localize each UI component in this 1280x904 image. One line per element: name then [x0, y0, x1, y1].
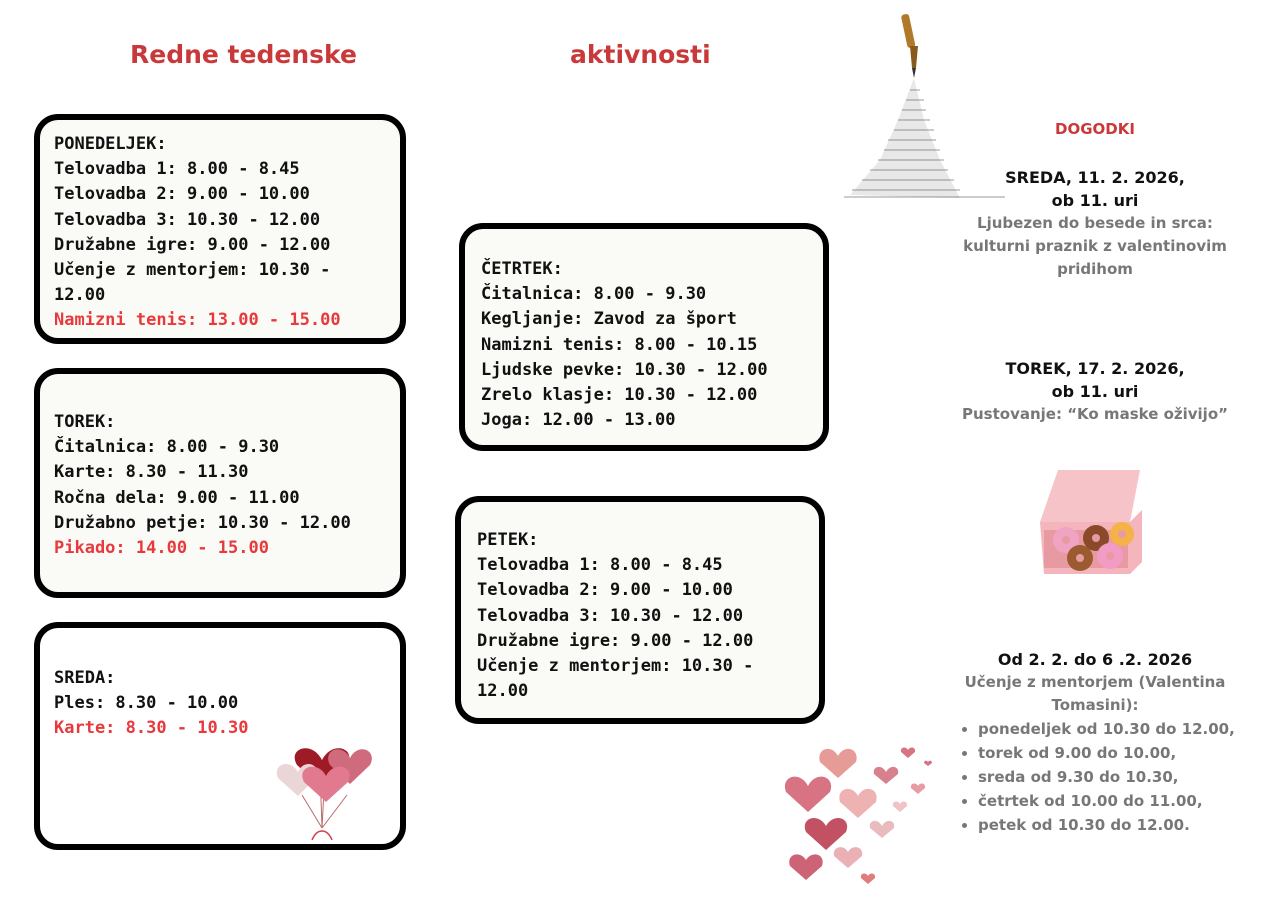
activity: Zrelo klasje: 10.30 - 12.00 [481, 385, 758, 406]
event-date: SREDA, 11. 2. 2026, [1005, 168, 1185, 187]
events-heading-text: DOGODKI [1055, 120, 1135, 138]
title-left: Redne tedenske [130, 40, 357, 69]
activity: Telovadba 1: 8.00 - 8.45 [477, 555, 723, 576]
activity-highlight: Karte: 8.30 - 10.30 [54, 718, 249, 739]
event-first [945, 166, 1245, 281]
event-second [945, 357, 1245, 426]
activity: Telovadba 1: 8.00 - 8.45 [54, 159, 300, 180]
activity: Telovadba 2: 9.00 - 10.00 [54, 184, 310, 205]
activity: Ples: 8.30 - 10.00 [54, 693, 239, 714]
mentoring-list [958, 717, 1258, 837]
card-monday [34, 114, 406, 344]
activity: Namizni tenis: 8.00 - 10.15 [481, 334, 758, 355]
card-friday [455, 496, 825, 724]
hearts-cluster-icon [778, 726, 938, 896]
mentoring-title: Učenje z mentorjem (Valentina Tomasini): [964, 673, 1226, 714]
day-title: PETEK: [477, 530, 539, 550]
mentoring-date: Od 2. 2. do 6 .2. 2026 [997, 650, 1193, 669]
events-heading [1035, 120, 1155, 138]
list-item: • sreda od 9.30 do 10.30, [978, 765, 1258, 789]
title-right: aktivnosti [570, 40, 711, 69]
mentoring-block [940, 648, 1250, 717]
activity: Karte: 8.30 - 11.30 [54, 462, 249, 483]
activity: Učenje z mentorjem: 10.30 - 12.00 [54, 260, 331, 306]
activity: Ljudske pevke: 10.30 - 12.00 [481, 359, 768, 380]
activity: Telovadba 3: 10.30 - 12.00 [54, 209, 321, 230]
card-wednesday [34, 622, 406, 850]
day-title: TOREK: [54, 412, 116, 432]
event-desc: Ljubezen do besede in srca: kulturni praznik z valentinovim pridihom [963, 214, 1227, 278]
activity: Čitalnica: 8.00 - 9.30 [481, 284, 707, 305]
list-item: • četrtek od 10.00 do 11.00, [978, 789, 1258, 813]
event-time: ob 11. uri [1051, 191, 1139, 210]
activity: Čitalnica: 8.00 - 9.30 [54, 437, 280, 458]
list-item: • petek od 10.30 do 12.00. [978, 813, 1258, 837]
activity: Telovadba 2: 9.00 - 10.00 [477, 580, 733, 601]
donut-box-icon [1030, 462, 1150, 587]
activity: Družabne igre: 9.00 - 12.00 [54, 234, 331, 255]
activity-highlight: Namizni tenis: 13.00 - 15.00 [54, 310, 341, 331]
list-item: • ponedeljek od 10.30 do 12.00, [978, 717, 1258, 741]
activity: Učenje z mentorjem: 10.30 - 12.00 [477, 656, 754, 702]
day-title: PONEDELJEK: [54, 134, 167, 154]
activity: Telovadba 3: 10.30 - 12.00 [477, 605, 744, 626]
activity: Ročna dela: 9.00 - 11.00 [54, 487, 300, 508]
event-time: ob 11. uri [1051, 382, 1139, 401]
activity: Kegljanje: Zavod za šport [481, 309, 737, 330]
heart-balloons-icon [272, 710, 392, 840]
event-desc: Pustovanje: “Ko maske oživijo” [962, 405, 1228, 423]
event-date: TOREK, 17. 2. 2026, [1005, 359, 1185, 378]
card-tuesday [34, 368, 406, 598]
activity: Joga: 12.00 - 13.00 [481, 410, 676, 431]
mentoring-list-wrap [958, 717, 1258, 837]
day-title: ČETRTEK: [481, 259, 563, 279]
activity-highlight: Pikado: 14.00 - 15.00 [54, 538, 269, 559]
activity: Družabne igre: 9.00 - 12.00 [477, 630, 754, 651]
activity: Družabno petje: 10.30 - 12.00 [54, 512, 351, 533]
list-item: • torek od 9.00 do 10.00, [978, 741, 1258, 765]
day-title: SREDA: [54, 668, 116, 688]
card-thursday [459, 223, 829, 451]
